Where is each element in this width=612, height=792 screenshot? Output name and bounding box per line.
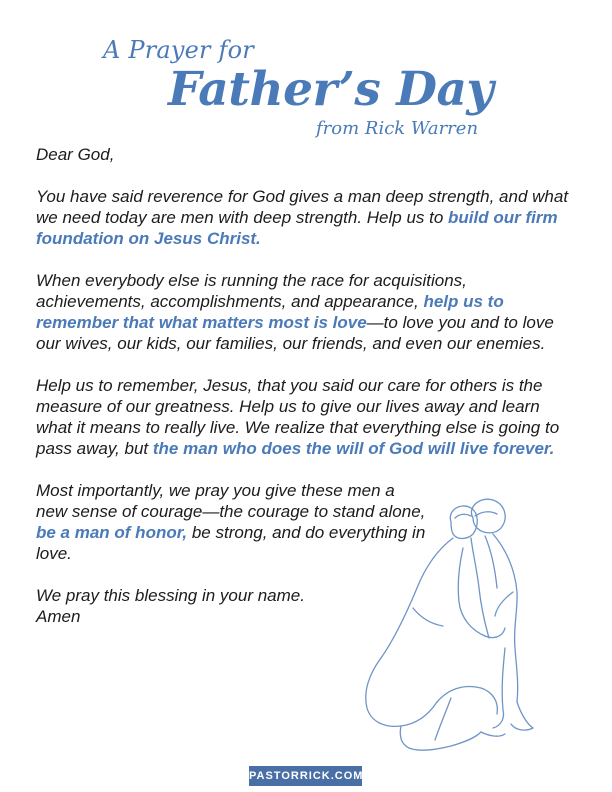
father-child-line-illustration bbox=[355, 488, 555, 768]
paragraph-1 bbox=[36, 186, 576, 249]
paragraph-2-highlight: help us to remember that what matters most is love bbox=[36, 292, 504, 332]
greeting: Dear God, bbox=[36, 145, 115, 164]
paragraph-2 bbox=[36, 270, 576, 354]
paragraph-2-text-a: When everybody else is running the race for acquisitions, achievements, accomplishments, and appearance, bbox=[36, 271, 467, 311]
paragraph-3 bbox=[36, 375, 576, 459]
paragraph-4-text-b: be strong, and do everything in love. bbox=[36, 523, 426, 563]
page-title: Father’s Day bbox=[168, 62, 494, 117]
paragraph-3-highlight: the man who does the will of God will live forever. bbox=[152, 439, 555, 458]
paragraph-1-text: You have said reverence for God gives a man deep strength, and what we need today are men with deep strength. Help us to bbox=[36, 187, 569, 227]
author-byline: from Rick Warren bbox=[316, 118, 479, 139]
website-badge[interactable]: PASTORRICK.COM bbox=[249, 766, 362, 786]
paragraph-3-text: Help us to remember, Jesus, that you said our care for others is the measure of our greatness. Help us to give our lives away and learn what it means to really live. We realize that everything else is going to pass away, but bbox=[36, 376, 560, 458]
paragraph-4-highlight: be a man of honor, bbox=[36, 523, 188, 542]
amen: Amen bbox=[36, 607, 81, 626]
paragraph-4-text-a: Most importantly, we pray you give these men a new sense of courage—the courage to stand alone, bbox=[36, 481, 426, 521]
paragraph-2-text-b: —to love you and to love our wives, our kids, our families, our friends, and even our enemies. bbox=[36, 313, 554, 353]
title-line-1: A Prayer for bbox=[103, 36, 254, 64]
paragraph-1-highlight: build our firm foundation on Jesus Christ. bbox=[36, 208, 558, 248]
closing-line: We pray this blessing in your name. bbox=[36, 586, 305, 605]
